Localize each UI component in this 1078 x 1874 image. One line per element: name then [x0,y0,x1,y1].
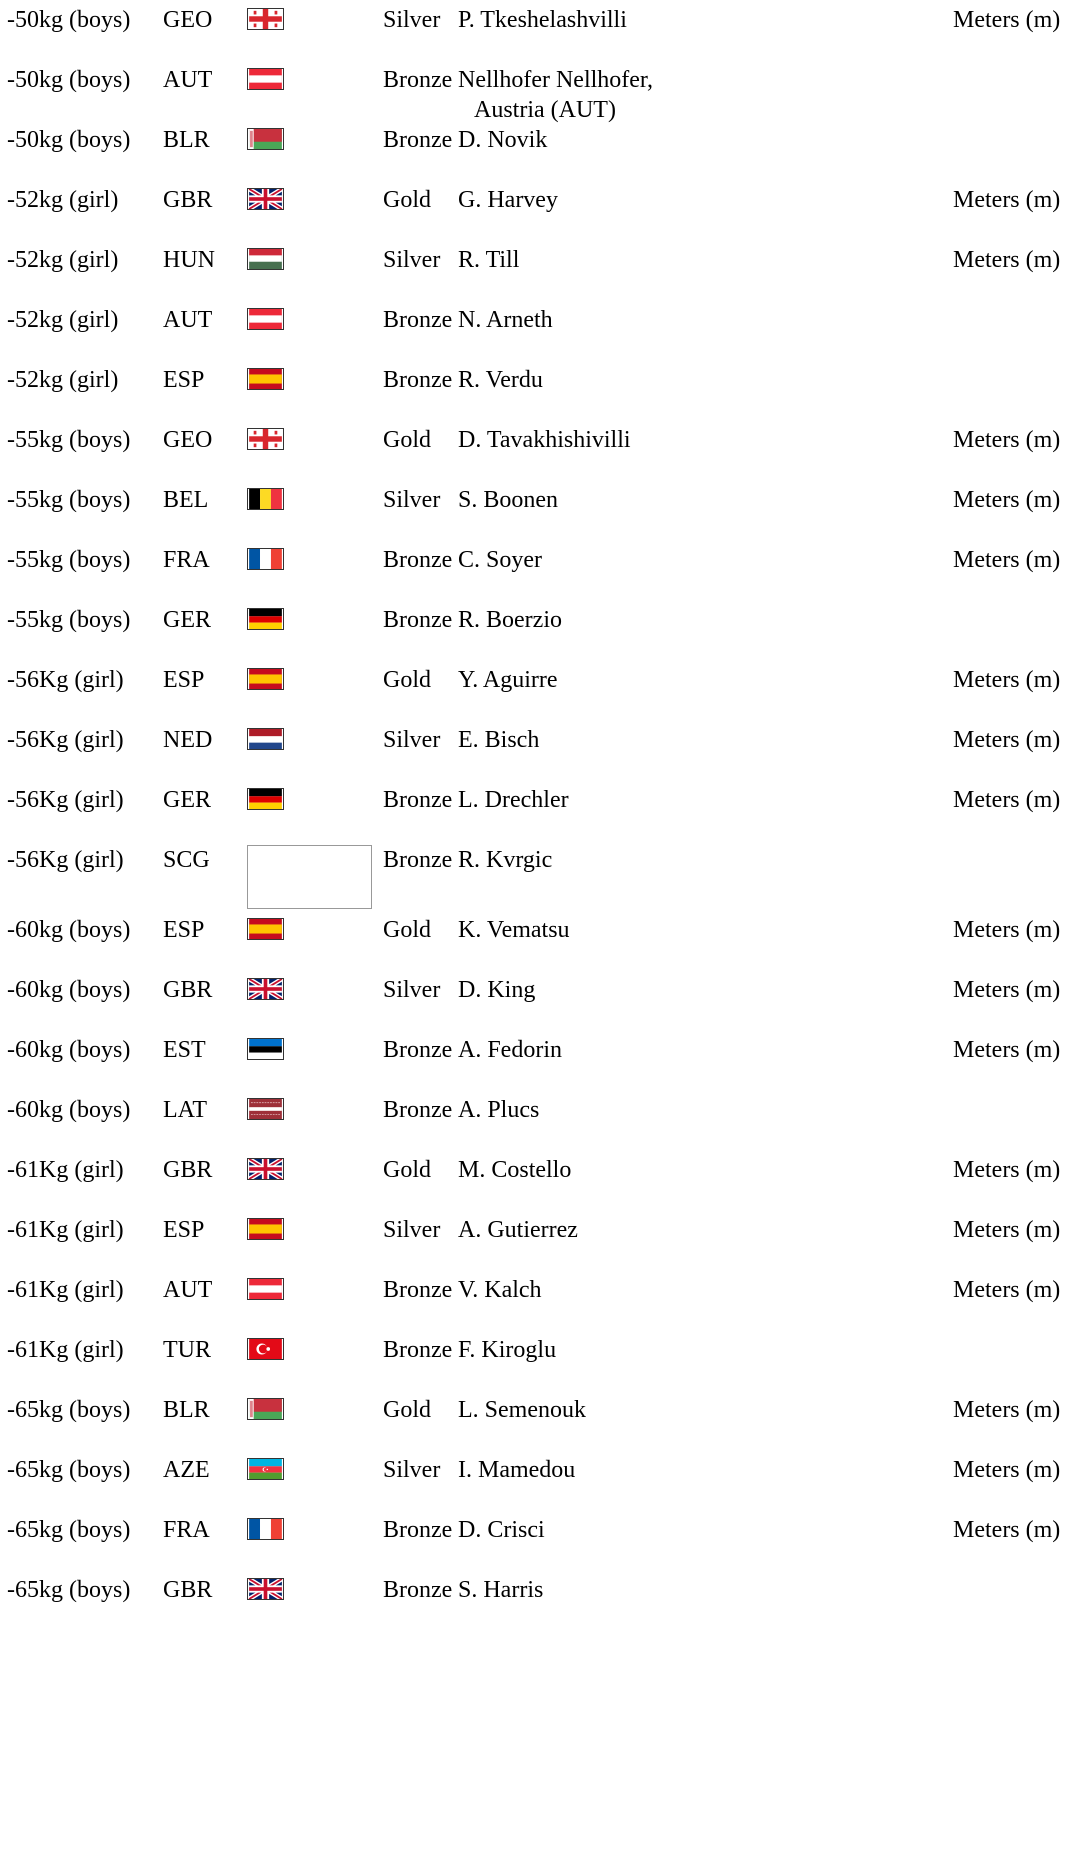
weight-category: -50kg (boys) [7,7,131,33]
weight-category: -52kg (girl) [7,307,119,333]
spain-flag-icon [247,918,284,940]
medal: Bronze [383,367,453,393]
weight-category: -56Kg (girl) [7,667,124,693]
medal: Silver [383,1217,441,1243]
unit-label: Meters (m) [953,1397,1061,1423]
weight-category: -60kg (boys) [7,1097,131,1123]
athlete-name-line: S. Harris [458,1577,544,1603]
athlete-name-line: P. Tkeshelashvilli [458,7,627,33]
athlete-name [458,485,558,515]
weight-category: -50kg (boys) [7,67,131,93]
medal: Bronze [383,67,453,93]
weight-category: -52kg (girl) [7,187,119,213]
athlete-name [458,425,631,455]
medal: Gold [383,1397,431,1423]
turkey-flag-icon [247,1338,284,1360]
netherlands-flag-icon [247,728,284,750]
estonia-flag-icon [247,1038,284,1060]
weight-category: -61Kg (girl) [7,1217,124,1243]
table-row [0,975,1078,1015]
medal: Gold [383,1157,431,1183]
athlete-name [458,1515,545,1545]
country-code: HUN [163,247,215,273]
athlete-name-line: Y. Aguirre [458,667,558,693]
medal: Silver [383,7,441,33]
athlete-name [458,1395,586,1425]
austria-flag-icon [247,68,284,90]
table-row [0,5,1078,45]
medal: Gold [383,187,431,213]
country-code: GER [163,607,211,633]
medal: Bronze [383,1577,453,1603]
belarus-flag-icon [247,128,284,150]
medal: Silver [383,977,441,1003]
athlete-name-line: L. Semenouk [458,1397,586,1423]
athlete-name-line: I. Mamedou [458,1457,576,1483]
france-flag-icon [247,1518,284,1540]
athlete-name-line: M. Costello [458,1157,572,1183]
athlete-name [458,1155,571,1185]
country-code: GER [163,787,211,813]
medal: Bronze [383,1337,453,1363]
medal: Bronze [383,307,453,333]
unit-label: Meters (m) [953,187,1061,213]
country-code: FRA [163,1517,210,1543]
country-code: GBR [163,187,213,213]
country-code: AUT [163,307,213,333]
weight-category: -56Kg (girl) [7,727,124,753]
athlete-name-line: G. Harvey [458,187,558,213]
athlete-name-line: C. Soyer [458,547,542,573]
table-row [0,1575,1078,1615]
unit-label: Meters (m) [953,1517,1061,1543]
country-code: AZE [163,1457,210,1483]
athlete-name-line: D. Tavakhishivilli [458,427,631,453]
country-code: FRA [163,547,210,573]
table-row [0,1395,1078,1435]
table-row [0,1455,1078,1495]
country-code: AUT [163,1277,213,1303]
medal: Bronze [383,547,453,573]
table-row [0,185,1078,225]
hungary-flag-icon [247,248,284,270]
spain-flag-icon [247,668,284,690]
weight-category: -60kg (boys) [7,1037,131,1063]
weight-category: -56Kg (girl) [7,787,124,813]
athlete-name [458,1275,542,1305]
athlete-name [458,545,542,575]
weight-category: -50kg (boys) [7,127,131,153]
athlete-name [458,1215,578,1245]
weight-category: -52kg (girl) [7,367,119,393]
georgia-flag-icon [247,428,284,450]
medal: Silver [383,1457,441,1483]
weight-category: -60kg (boys) [7,917,131,943]
weight-category: -55kg (boys) [7,547,131,573]
athlete-name-line: D. Novik [458,127,548,153]
athlete-name [458,785,569,815]
weight-category: -55kg (boys) [7,607,131,633]
medal: Bronze [383,1277,453,1303]
medal: Bronze [383,1097,453,1123]
athlete-name [458,915,570,945]
table-row [0,305,1078,345]
table-row [0,425,1078,465]
country-code: TUR [163,1337,211,1363]
weight-category: -55kg (boys) [7,487,131,513]
georgia-flag-icon [247,8,284,30]
country-code: ESP [163,1217,205,1243]
medal: Bronze [383,787,453,813]
medal: Gold [383,917,431,943]
table-row [0,245,1078,285]
athlete-name [458,1455,575,1485]
unit-label: Meters (m) [953,247,1061,273]
table-row [0,725,1078,765]
athlete-country-line: Austria (AUT) [474,97,616,123]
table-row [0,1095,1078,1135]
country-code: ESP [163,917,205,943]
medal: Bronze [383,127,453,153]
country-code: GEO [163,7,213,33]
unit-label: Meters (m) [953,787,1061,813]
athlete-name-line: D. Crisci [458,1517,545,1543]
weight-category: -65kg (boys) [7,1577,131,1603]
belarus-flag-icon [247,1398,284,1420]
athlete-name-line: V. Kalch [458,1277,542,1303]
athlete-name [458,665,558,695]
country-code: GBR [163,1577,213,1603]
weight-category: -61Kg (girl) [7,1157,124,1183]
unit-label: Meters (m) [953,427,1061,453]
medal: Bronze [383,607,453,633]
athlete-name-line: R. Boerzio [458,607,562,633]
france-flag-icon [247,548,284,570]
austria-flag-icon [247,1278,284,1300]
medal: Bronze [383,847,453,873]
athlete-name [458,1035,562,1065]
latvia-flag-icon [247,1098,284,1120]
athlete-name-line: A. Gutierrez [458,1217,578,1243]
athlete-name [458,65,653,125]
table-row [0,605,1078,645]
unit-label: Meters (m) [953,977,1061,1003]
unit-label: Meters (m) [953,1457,1061,1483]
athlete-name [458,605,562,635]
missing-flag-image [247,848,372,909]
spain-flag-icon [247,368,284,390]
uk-flag-icon [247,1158,284,1180]
unit-label: Meters (m) [953,1037,1061,1063]
table-row [0,545,1078,585]
medal: Gold [383,427,431,453]
table-row [0,365,1078,405]
athlete-name [458,1095,539,1125]
medal: Gold [383,667,431,693]
unit-label: Meters (m) [953,547,1061,573]
athlete-name [458,125,547,155]
table-row [0,1275,1078,1315]
athlete-name-line: D. King [458,977,536,1003]
athlete-name-line: R. Kvrgic [458,847,553,873]
country-code: AUT [163,67,213,93]
country-code: GEO [163,427,213,453]
country-code: BLR [163,1397,210,1423]
athlete-name-line: L. Drechler [458,787,569,813]
athlete-name [458,725,539,755]
belgium-flag-icon [247,488,284,510]
weight-category: -61Kg (girl) [7,1277,124,1303]
table-row [0,915,1078,955]
weight-category: -55kg (boys) [7,427,131,453]
medal: Bronze [383,1517,453,1543]
table-row [0,1215,1078,1255]
country-code: EST [163,1037,206,1063]
athlete-name [458,1335,556,1365]
weight-category: -52kg (girl) [7,247,119,273]
unit-label: Meters (m) [953,487,1061,513]
country-code: ESP [163,667,205,693]
athlete-name [458,185,558,215]
athlete-name-line: S. Boonen [458,487,559,513]
athlete-name-line: R. Till [458,247,520,273]
athlete-name [458,5,627,35]
germany-flag-icon [247,788,284,810]
country-code: BEL [163,487,209,513]
table-row [0,1035,1078,1075]
uk-flag-icon [247,978,284,1000]
table-row [0,665,1078,705]
athlete-name [458,365,543,395]
athlete-name [458,305,553,335]
table-row [0,785,1078,825]
unit-label: Meters (m) [953,7,1061,33]
unit-label: Meters (m) [953,667,1061,693]
athlete-name-line: K. Vematsu [458,917,570,943]
unit-label: Meters (m) [953,727,1061,753]
athlete-name [458,845,552,875]
country-code: GBR [163,977,213,1003]
germany-flag-icon [247,608,284,630]
athlete-name [458,1575,543,1605]
weight-category: -56Kg (girl) [7,847,124,873]
spain-flag-icon [247,1218,284,1240]
weight-category: -65kg (boys) [7,1517,131,1543]
athlete-name-line: A. Fedorin [458,1037,562,1063]
athlete-name-line: A. Plucs [458,1097,540,1123]
table-row [0,1335,1078,1375]
unit-label: Meters (m) [953,1157,1061,1183]
athlete-name [458,975,535,1005]
table-row [0,485,1078,525]
table-row [0,1155,1078,1195]
austria-flag-icon [247,308,284,330]
medal: Bronze [383,1037,453,1063]
unit-label: Meters (m) [953,1217,1061,1243]
table-row [0,125,1078,165]
athlete-name-line: Nellhofer Nellhofer, [458,67,653,93]
athlete-name [458,245,519,275]
country-code: ESP [163,367,205,393]
country-code: SCG [163,847,210,873]
medal: Silver [383,247,441,273]
uk-flag-icon [247,1578,284,1600]
country-code: LAT [163,1097,207,1123]
medal: Silver [383,487,441,513]
azerbaijan-flag-icon [247,1458,284,1480]
weight-category: -65kg (boys) [7,1397,131,1423]
athlete-name-line: F. Kiroglu [458,1337,557,1363]
athlete-name-line: N. Arneth [458,307,553,333]
country-code: GBR [163,1157,213,1183]
medal: Silver [383,727,441,753]
uk-flag-icon [247,188,284,210]
table-row [0,845,1078,885]
unit-label: Meters (m) [953,1277,1061,1303]
athlete-name-line: R. Verdu [458,367,543,393]
weight-category: -65kg (boys) [7,1457,131,1483]
athlete-name-line: E. Bisch [458,727,540,753]
weight-category: -60kg (boys) [7,977,131,1003]
table-row [0,65,1078,123]
country-code: NED [163,727,213,753]
table-row [0,1515,1078,1555]
weight-category: -61Kg (girl) [7,1337,124,1363]
country-code: BLR [163,127,210,153]
unit-label: Meters (m) [953,917,1061,943]
